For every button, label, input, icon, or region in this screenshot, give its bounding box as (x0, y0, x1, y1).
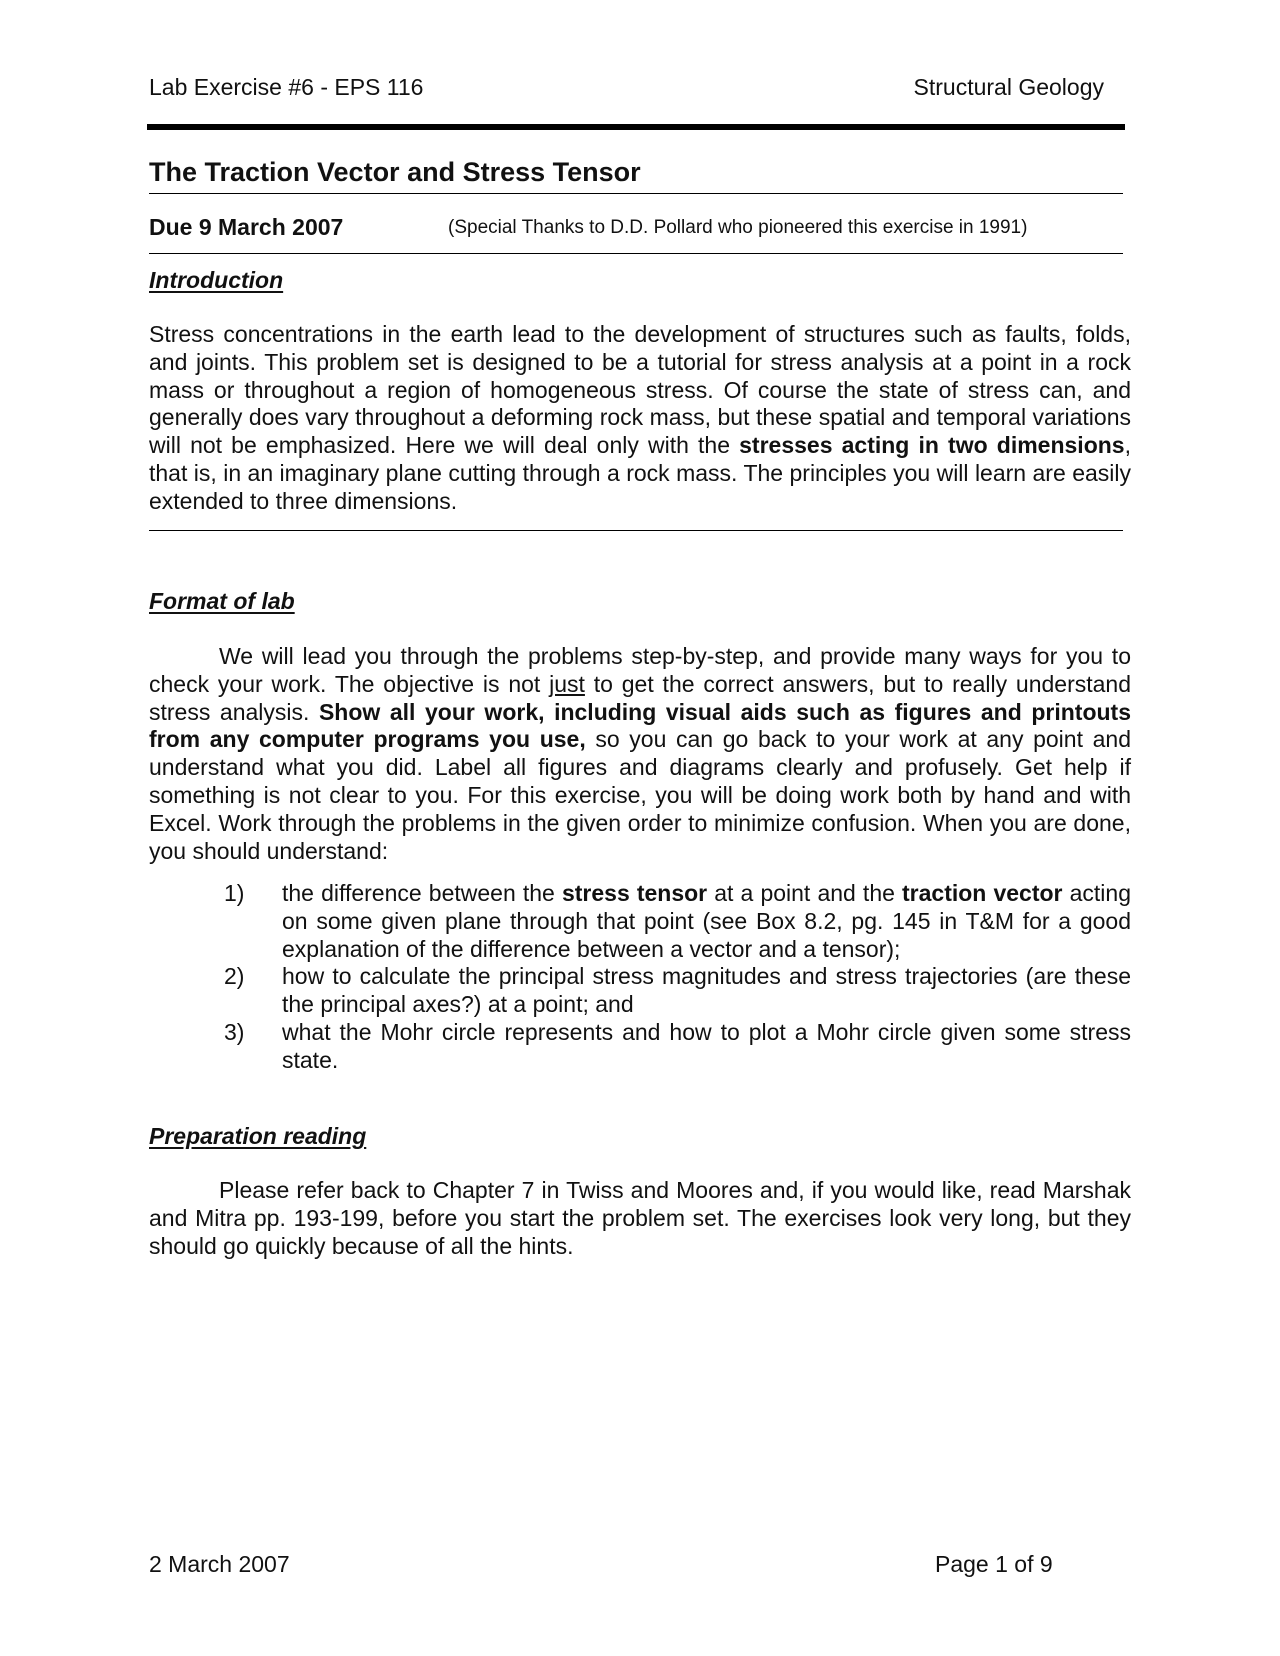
acknowledgement: (Special Thanks to D.D. Pollard who pioneered this exercise in 1991) (448, 217, 1028, 238)
introduction-heading: Introduction (149, 267, 284, 293)
title-divider (149, 193, 1123, 194)
header-course: Lab Exercise #6 - EPS 116 (149, 74, 424, 100)
format-heading: Format of lab (149, 588, 295, 614)
footer-page-number: Page 1 of 9 (935, 1551, 1053, 1577)
list-item-number: 3) (224, 1018, 245, 1045)
list-item (149, 963, 1131, 1019)
format-text-1: We will lead you through the problems step-by-step, and provide many ways for you to check your work. The objective is not (149, 643, 1131, 697)
list-item (149, 1019, 1131, 1075)
intro-bold: stresses acting in two dimensions (739, 432, 1125, 459)
list-item-text: what the Mohr circle represents and how to plot a Mohr circle given some stress state. (282, 1018, 1131, 1073)
preparation-paragraph (149, 1177, 1131, 1260)
document-title: The Traction Vector and Stress Tensor (149, 157, 641, 187)
list-item-text: at a point and the (707, 880, 903, 906)
list-item-number: 1) (224, 880, 245, 906)
format-paragraph (149, 643, 1131, 865)
list-item-bold: traction vector (902, 880, 1063, 906)
list-item (149, 880, 1131, 963)
list-item-text: how to calculate the principal stress magnitudes and stress trajectories (are these the principal axes?) at a point; and (282, 963, 1131, 1018)
list-item-number: 2) (224, 963, 245, 990)
format-text-2: to get the correct answers, but to really understand stress analysis. (149, 670, 1131, 725)
introduction-paragraph (149, 321, 1131, 516)
list-item-bold: stress tensor (561, 880, 708, 906)
introduction-divider (149, 530, 1123, 531)
header-subject: Structural Geology (913, 74, 1104, 100)
list-item-text: the difference between the (282, 880, 562, 906)
footer-date: 2 March 2007 (149, 1551, 290, 1577)
header-divider (147, 124, 1125, 130)
format-text-3: so you can go back to your work at any point and understand what you did. Label all figures and diagrams clearly and profusely. Get help if something is not clear to you. For this exercise, you will be doing work both by hand and with Excel. Work through the problems in the given order to minimize confusion. When you are done, you should understand: (149, 726, 1131, 864)
preparation-heading: Preparation reading (149, 1123, 367, 1149)
intro-text-2: , that is, in an imaginary plane cutting through a rock mass. The principles you will learn are easily extended to three dimensions. (149, 432, 1131, 514)
due-date: Due 9 March 2007 (149, 214, 344, 240)
format-underline: just (549, 670, 585, 697)
intro-text-1: Stress concentrations in the earth lead to the development of structures such as faults, folds, and joints. This problem set is designed to be a tutorial for stress analysis at a point in a rock mass or throughout a region of homogeneous stress. Of course the state of stress can, and generally does vary throughout a deforming rock mass, but these spatial and temporal variations will not be emphasized. Here we will deal only with the (149, 321, 1131, 459)
due-divider (149, 253, 1123, 254)
learning-objectives-list (149, 880, 1131, 1075)
format-bold: Show all your work, including visual aids such as figures and printouts from any computer programs you use, (149, 698, 1131, 753)
list-item-text: acting on some given plane through that point (see Box 8.2, pg. 145 in T&M for a good explanation of the difference between a vector and a tensor); (282, 880, 1132, 962)
preparation-text: Please refer back to Chapter 7 in Twiss and Moores and, if you would like, read Marshak and Mitra pp. 193-199, before you start the problem set. The exercises look very long, but they should go quickly because of all the hints. (149, 1177, 1131, 1259)
